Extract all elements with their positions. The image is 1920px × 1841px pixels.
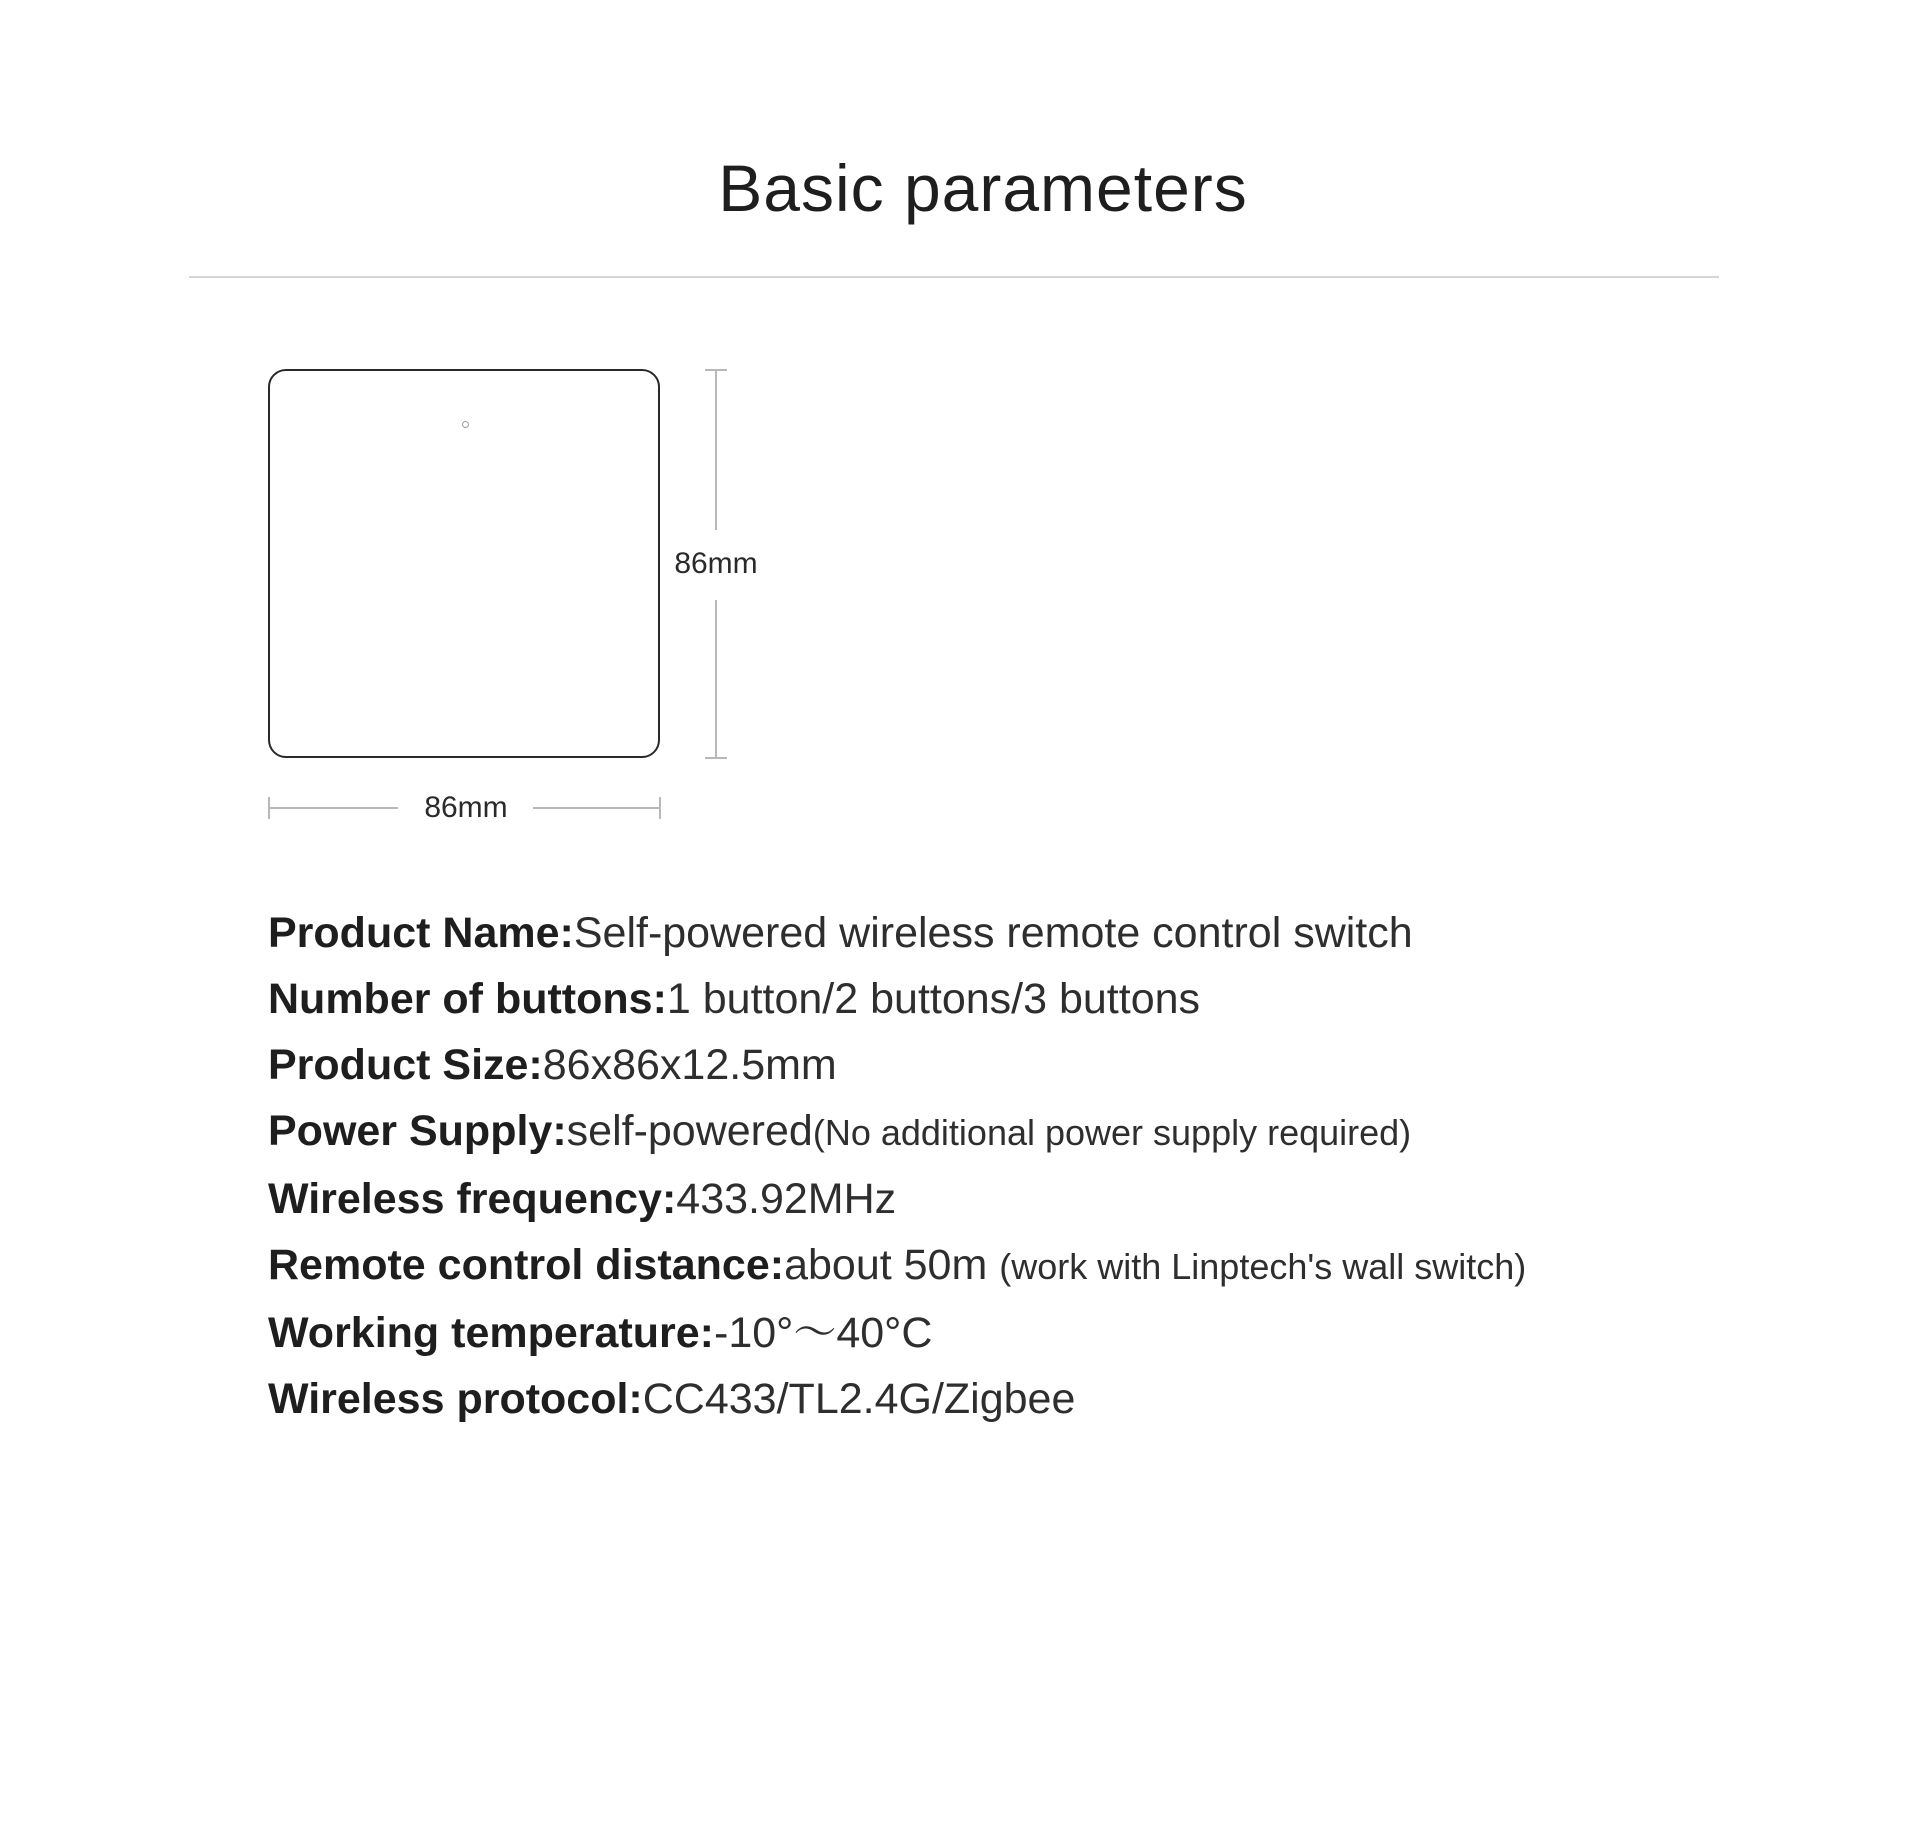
spec-row-number-of-buttons — [268, 966, 1526, 1032]
spec-value: self-powered — [566, 1107, 813, 1155]
indicator-light-icon — [462, 421, 469, 428]
spec-label: Power Supply: — [268, 1107, 567, 1155]
spec-value: 1 button/2 buttons/3 buttons — [666, 975, 1201, 1023]
spec-note: (No additional power supply required) — [812, 1112, 1412, 1153]
spec-label: Wireless frequency: — [268, 1175, 677, 1223]
spec-label: Wireless protocol: — [268, 1375, 643, 1423]
spec-value: 86x86x12.5mm — [542, 1041, 837, 1089]
spec-row-working-temperature — [268, 1300, 1526, 1366]
height-dimension-line-upper — [715, 369, 717, 530]
width-dimension-line-left — [268, 807, 398, 809]
spec-value: CC433/TL2.4G/Zigbee — [642, 1375, 1076, 1423]
spec-row-remote-control-distance — [268, 1232, 1526, 1300]
spec-label: Number of buttons: — [268, 975, 667, 1023]
width-dimension-right-cap — [659, 797, 661, 819]
height-dimension-label: 86mm — [674, 547, 758, 580]
spec-label: Working temperature: — [268, 1309, 714, 1357]
spec-label: Product Size: — [268, 1041, 543, 1089]
spec-row-product-size — [268, 1032, 1526, 1098]
title-divider — [189, 276, 1719, 278]
page-title: Basic parameters — [718, 151, 1248, 225]
spec-row-wireless-protocol — [268, 1366, 1526, 1432]
height-dimension-line-lower — [715, 600, 717, 758]
width-dimension-label: 86mm — [424, 791, 508, 824]
spec-label: Product Name: — [268, 909, 574, 957]
spec-note: (work with Linptech's wall switch) — [999, 1246, 1527, 1287]
spec-value: Self-powered wireless remote control switch — [573, 909, 1413, 957]
spec-row-product-name — [268, 900, 1526, 966]
spec-row-wireless-frequency — [268, 1166, 1526, 1232]
spec-value: -10°～40°C — [714, 1309, 933, 1357]
spec-row-power-supply — [268, 1098, 1526, 1166]
spec-value: about 50m — [784, 1241, 1000, 1289]
width-dimension-line-right — [533, 807, 661, 809]
spec-value: 433.92MHz — [676, 1175, 897, 1223]
spec-label: Remote control distance: — [268, 1241, 785, 1289]
spec-list — [268, 900, 1526, 1432]
switch-panel-outline — [268, 369, 660, 758]
height-dimension-bottom-cap — [705, 757, 727, 759]
